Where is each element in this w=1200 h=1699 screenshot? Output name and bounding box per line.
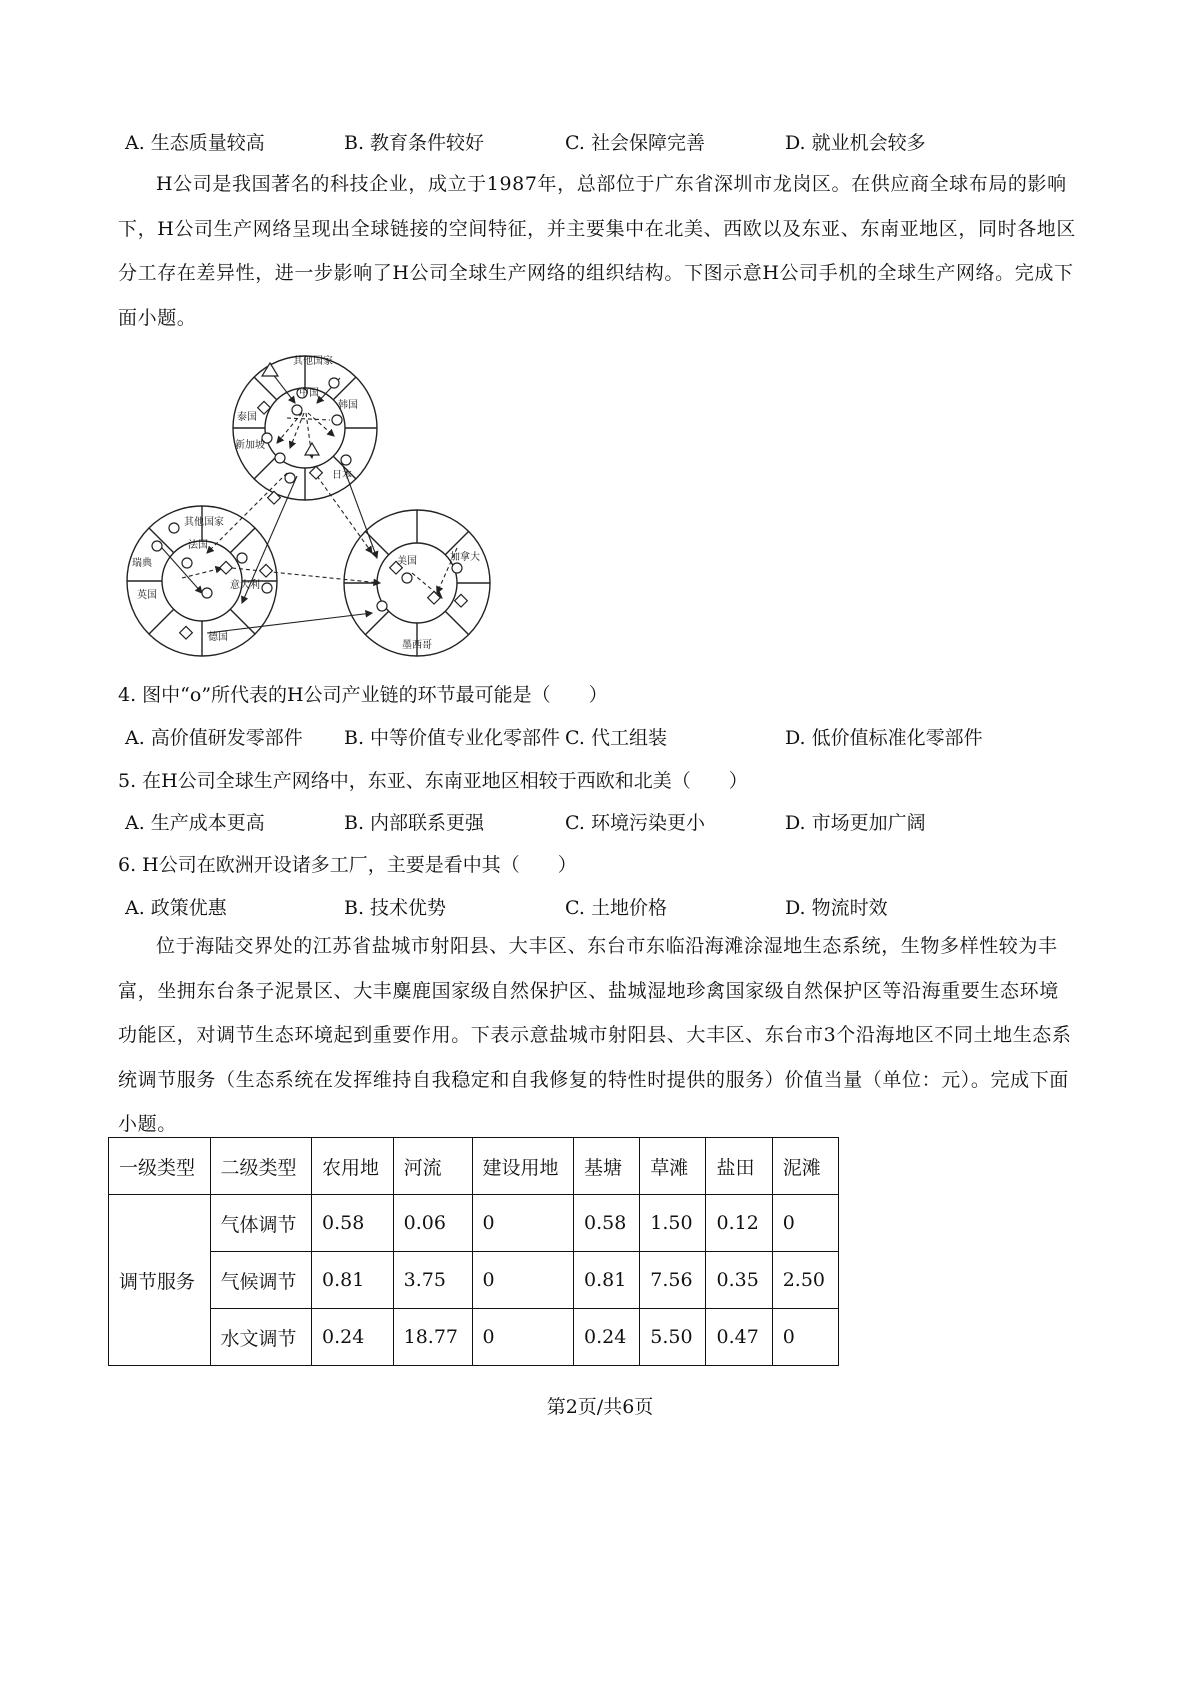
- q4-stem: 4. 图中“o”所代表的H公司产业链的环节最可能是（ ）: [118, 684, 608, 706]
- q5-option-b[interactable]: B. 内部联系更强: [344, 812, 485, 834]
- q6-option-a[interactable]: A. 政策优惠: [125, 897, 227, 919]
- table-cell: 1.50: [640, 1195, 706, 1252]
- passage-yancheng-wetland: 位于海陆交界处的江苏省盐城市射阳县、大丰区、东台市东临沿海滩涂湿地生态系统，生物多样性较为丰富，坐拥东台条子泥景区、大丰麋鹿国家级自然保护区、盐城湿地珍禽国家级自然保护区等沿海重要生态环境功能区，对调节生态环境起到重要作用。下表示意盐城市射阳县、大丰区、东台市3个沿海地区不同土地生态系统调节服务（生态系统在发挥维持自我稳定和自我修复的特性时提供的服务）价值当量（单位：元）。完成下面小题。: [118, 935, 1072, 1135]
- table-header-cell: 农用地: [312, 1138, 394, 1195]
- q5-option-a[interactable]: A. 生产成本更高: [125, 812, 265, 834]
- table-header-cell: 河流: [393, 1138, 472, 1195]
- q5-option-d[interactable]: D. 市场更加广阔: [785, 812, 926, 834]
- table-header-cell: 二级类型: [210, 1138, 312, 1195]
- asia-cluster: [233, 356, 377, 500]
- table-cell: 0.81: [574, 1252, 640, 1309]
- regulation-service-table: [108, 1137, 839, 1366]
- q3-option-c[interactable]: C. 社会保障完善: [565, 132, 705, 154]
- q5-options: [125, 808, 1105, 844]
- q5-stem: 5. 在H公司全球生产网络中，东亚、东南亚地区相较于西欧和北美（ ）: [118, 770, 748, 792]
- table-row: [109, 1309, 839, 1366]
- table-cell: 3.75: [393, 1252, 472, 1309]
- table-cell: 0: [772, 1309, 838, 1366]
- table-cell: 5.50: [640, 1309, 706, 1366]
- table-header-cell: 基塘: [574, 1138, 640, 1195]
- table-row: [109, 1252, 839, 1309]
- table-header-cell: 泥滩: [772, 1138, 838, 1195]
- table-cell: 0.58: [574, 1195, 640, 1252]
- q4-options: [125, 723, 1105, 759]
- table-cell: 水文调节: [210, 1309, 312, 1366]
- table-cell: 0.58: [312, 1195, 394, 1252]
- table-header-cell: 盐田: [706, 1138, 772, 1195]
- q5-option-c[interactable]: C. 环境污染更小: [565, 812, 705, 834]
- europe-outer-label: 其他国家: [184, 517, 224, 528]
- network-diagram: [112, 348, 632, 670]
- table-cell: 0: [772, 1195, 838, 1252]
- table-cell: 7.56: [640, 1252, 706, 1309]
- q4-option-a[interactable]: A. 高价值研发零部件: [125, 727, 303, 749]
- q6-stem: 6. H公司在欧洲开设诸多工厂，主要是看中其（ ）: [118, 854, 577, 876]
- table-header-cell: 建设用地: [472, 1138, 574, 1195]
- europe-inner-label: 法国: [188, 540, 208, 551]
- table-cell: 0.81: [312, 1252, 394, 1309]
- table-header-cell: 草滩: [640, 1138, 706, 1195]
- q3-option-b[interactable]: B. 教育条件较好: [344, 132, 485, 154]
- asia-inner-label: 中国: [299, 388, 319, 399]
- table-row: [109, 1195, 839, 1252]
- asia-label-2: 新加坡: [235, 440, 265, 451]
- q4-option-b[interactable]: B. 中等价值专业化零部件: [344, 727, 561, 749]
- table-cell: 0.35: [706, 1252, 772, 1309]
- america-inner-label: 美国: [397, 556, 417, 567]
- table-cell: 2.50: [772, 1252, 838, 1309]
- q4-option-d[interactable]: D. 低价值标准化零部件: [785, 727, 983, 749]
- europe-label-1: 意大利: [230, 580, 260, 591]
- america-label-1: 墨西哥: [402, 640, 432, 651]
- q4-option-c[interactable]: C. 代工组装: [565, 727, 667, 749]
- q3-option-a[interactable]: A. 生态质量较高: [125, 132, 265, 154]
- passage-h-company: H公司是我国著名的科技企业，成立于1987年，总部位于广东省深圳市龙岗区。在供应商全球布局的影响下，H公司生产网络呈现出全球链接的空间特征，并主要集中在北美、西欧以及东亚、东南亚地区，同时各地区分工存在差异性，进一步影响了H公司全球生产网络的组织结构。下图示意H公司手机的全球生产网络。完成下面小题。: [118, 173, 1076, 329]
- table-group-cell: 调节服务: [109, 1195, 211, 1366]
- asia-label-1: 韩国: [338, 400, 358, 411]
- table-cell: 气体调节: [210, 1195, 312, 1252]
- q6-option-c[interactable]: C. 土地价格: [565, 897, 667, 919]
- asia-label-0: 泰国: [237, 412, 257, 423]
- europe-label-2: 英国: [137, 590, 157, 601]
- table-cell: 0.06: [393, 1195, 472, 1252]
- asia-label-3: 日本: [332, 470, 352, 481]
- america-label-0: 加拿大: [450, 552, 480, 563]
- table-cell: 0.47: [706, 1309, 772, 1366]
- table-header-row: [109, 1138, 839, 1195]
- asia-outer-label: 其他国家: [293, 356, 333, 367]
- page-number: 第2页/共6页: [546, 1396, 654, 1418]
- q3-options: [125, 128, 1105, 164]
- q6-option-d[interactable]: D. 物流时效: [785, 897, 888, 919]
- q3-option-d[interactable]: D. 就业机会较多: [785, 132, 926, 154]
- network-labels: [132, 354, 480, 651]
- q6-option-b[interactable]: B. 技术优势: [344, 897, 447, 919]
- table-cell: 0: [472, 1252, 574, 1309]
- table-cell: 0: [472, 1195, 574, 1252]
- production-network-figure: [112, 348, 632, 670]
- america-cluster: [344, 510, 490, 656]
- table-cell: 0: [472, 1309, 574, 1366]
- table-cell: 18.77: [393, 1309, 472, 1366]
- table-cell: 0.12: [706, 1195, 772, 1252]
- table-cell: 气候调节: [210, 1252, 312, 1309]
- table-header-cell: 一级类型: [109, 1138, 211, 1195]
- table-cell: 0.24: [312, 1309, 394, 1366]
- network-nodes: [152, 363, 467, 639]
- europe-label-0: 瑞典: [132, 558, 152, 569]
- europe-label-3: 德国: [208, 632, 228, 643]
- table-cell: 0.24: [574, 1309, 640, 1366]
